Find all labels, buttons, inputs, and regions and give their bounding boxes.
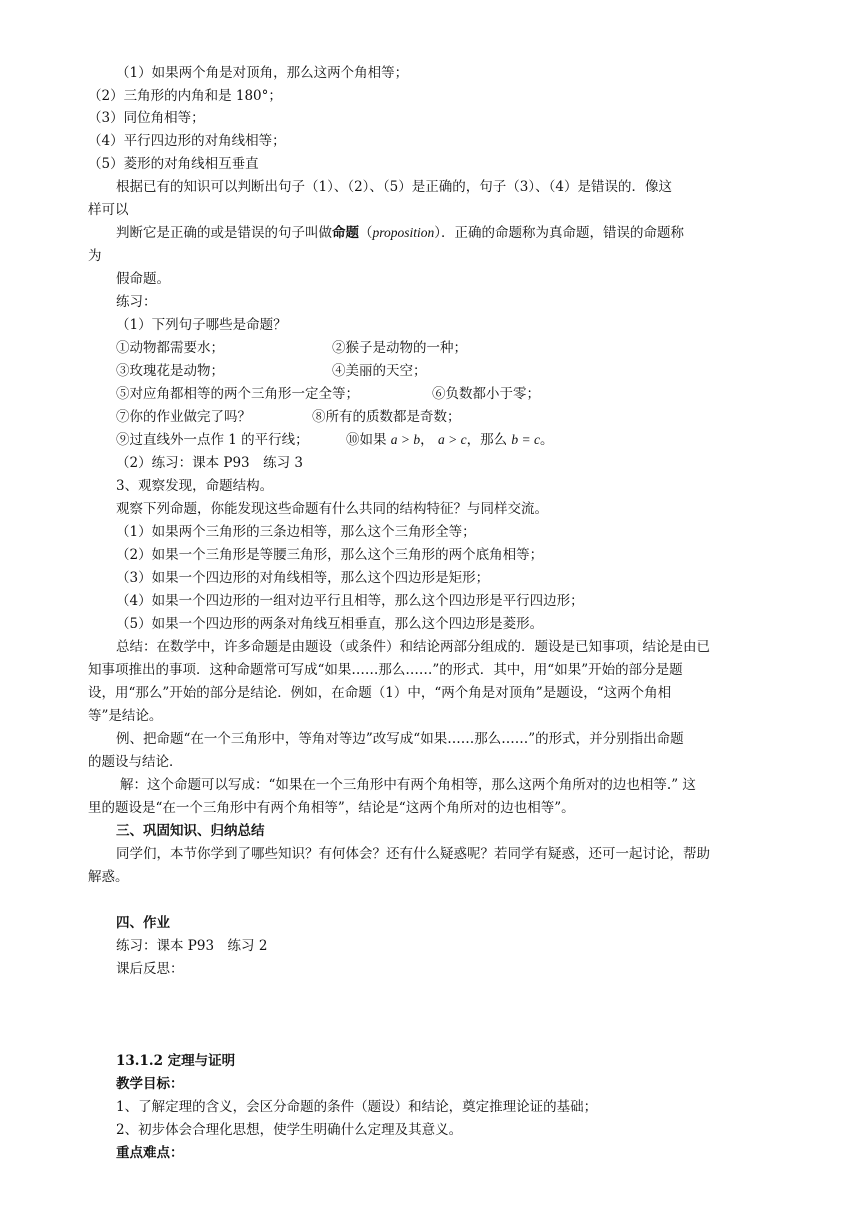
homework-line-1: 练习：课本 P93 练习 2 — [116, 938, 268, 954]
exercise-row-1-left: ①动物都需要水； — [116, 340, 224, 356]
definition-line — [116, 224, 684, 242]
solution-line-1: 解：这个命题可以写成：“如果在一个三角形中有两个角相等，那么这两个角所对的边也相等.” 这 — [120, 777, 696, 793]
row5-mid: ，那么 — [466, 432, 508, 448]
goal-2: 2、初步体会合理化思想，使学生明确什么定理及其意义。 — [116, 1122, 463, 1138]
consolidate-heading: 三、巩固知识、归纳总结 — [116, 823, 265, 839]
math-expression-3: b = c — [511, 432, 540, 447]
judge-line-2: 样可以 — [88, 202, 129, 218]
definition-english: proposition — [372, 225, 435, 240]
intro-item-5: （5）菱形的对角线相互垂直 — [88, 156, 259, 172]
definition-line-3: 假命题。 — [116, 271, 170, 287]
math-expression-2: a > c — [437, 432, 467, 447]
key-points-heading: 重点难点： — [116, 1145, 184, 1161]
definition-line-2: 为 — [88, 248, 102, 264]
exercise-row-4-left: ⑦你的作业做完了吗？ — [116, 409, 251, 425]
example-line-1: 例、把命题“在一个三角形中，等角对等边”改写成“如果……那么……”的形式，并分别指出命题 — [116, 731, 684, 747]
exercise-row-4-right: ⑧所有的质数都是奇数； — [312, 409, 461, 425]
exercise-row-1-right: ②猴子是动物的一种； — [332, 340, 467, 356]
summary-line-3: 设，用“那么”开始的部分是结论．例如，在命题（1）中，“两个角是对顶角”是题设，“这两个角相 — [88, 685, 672, 701]
goals-heading: 教学目标： — [116, 1076, 184, 1092]
exercise-row-2-left: ③玫瑰花是动物； — [116, 363, 224, 379]
intro-item-1: （1）如果两个角是对顶角，那么这两个角相等； — [116, 65, 409, 81]
summary-line-2: 知事项推出的事项．这种命题常可写成“如果……那么……”的形式．其中，用“如果”开始的部分是题 — [88, 662, 683, 678]
goal-1: 1、了解定理的含义，会区分命题的条件（题设）和结论，奠定推理论证的基础； — [116, 1099, 598, 1115]
judge-line-1: 根据已有的知识可以判断出句子（1）、（2）、（5）是正确的，句子（3）、（4）是错误的．像这 — [116, 179, 672, 195]
section3-heading: 3、观察发现，命题结构。 — [116, 478, 274, 494]
exercise-title: 练习： — [116, 294, 157, 310]
proposition-4: （4）如果一个四边形的一组对边平行且相等，那么这个四边形是平行四边形； — [116, 593, 584, 609]
definition-post: ）．正确的命题称为真命题，错误的命题称 — [434, 225, 685, 241]
summary-line-4: 等”是结论。 — [88, 708, 163, 724]
consolidate-line-2: 解惑。 — [88, 869, 129, 885]
intro-item-4: （4）平行四边形的对角线相等； — [88, 133, 286, 149]
exercise-question-2: （2）练习：课本 P93 练习 3 — [116, 455, 304, 471]
summary-line-1: 总结：在数学中，许多命题是由题设（或条件）和结论两部分组成的．题设是已知事项，结论是由已 — [116, 639, 710, 655]
proposition-5: （5）如果一个四边形的两条对角线互相垂直，那么这个四边形是菱形。 — [116, 616, 544, 632]
exercise-row-5-right — [346, 431, 553, 449]
proposition-1: （1）如果两个三角形的三条边相等，那么这个三角形全等； — [116, 524, 476, 540]
exercise-row-3-left: ⑤对应角都相等的两个三角形一定全等； — [116, 386, 359, 402]
proposition-2: （2）如果一个三角形是等腰三角形，那么这个三角形的两个底角相等； — [116, 547, 544, 563]
math-expression-1: a > b — [390, 432, 421, 447]
proposition-3: （3）如果一个四边形的对角线相等，那么这个四边形是矩形； — [116, 570, 490, 586]
solution-line-2: 里的题设是“在一个三角形中有两个角相等”，结论是“这两个角所对的边也相等”。 — [88, 800, 575, 816]
intro-item-2: （2）三角形的内角和是 180°； — [88, 88, 282, 104]
definition-open-paren: （ — [359, 225, 373, 241]
homework-line-2: 课后反思： — [116, 961, 184, 977]
exercise-question-1: （1）下列句子哪些是命题？ — [116, 317, 287, 333]
row5-end: 。 — [539, 432, 554, 448]
section3-intro: 观察下列命题，你能发现这些命题有什么共同的结构特征？与同样交流。 — [116, 501, 548, 517]
exercise-row-3-right: ⑥负数都小于零； — [432, 386, 540, 402]
example-line-2: 的题设与结论． — [88, 754, 183, 770]
consolidate-line-1: 同学们，本节你学到了哪些知识？有何体会？还有什么疑惑呢？若同学有疑惑，还可一起讨论，帮助 — [116, 846, 710, 862]
definition-pre: 判断它是正确的或是错误的句子叫做 — [116, 225, 332, 241]
exercise-row-5-left: ⑨过直线外一点作 1 的平行线； — [116, 432, 309, 448]
homework-heading: 四、作业 — [116, 915, 170, 931]
intro-item-3: （3）同位角相等； — [88, 110, 205, 126]
lesson-title: 13.1.2 定理与证明 — [116, 1053, 236, 1069]
definition-term: 命题 — [332, 225, 359, 241]
exercise-row-2-right: ④美丽的天空； — [332, 363, 427, 379]
row5-sep: ， — [420, 432, 434, 448]
row5-pre: ⑩如果 — [346, 432, 387, 448]
